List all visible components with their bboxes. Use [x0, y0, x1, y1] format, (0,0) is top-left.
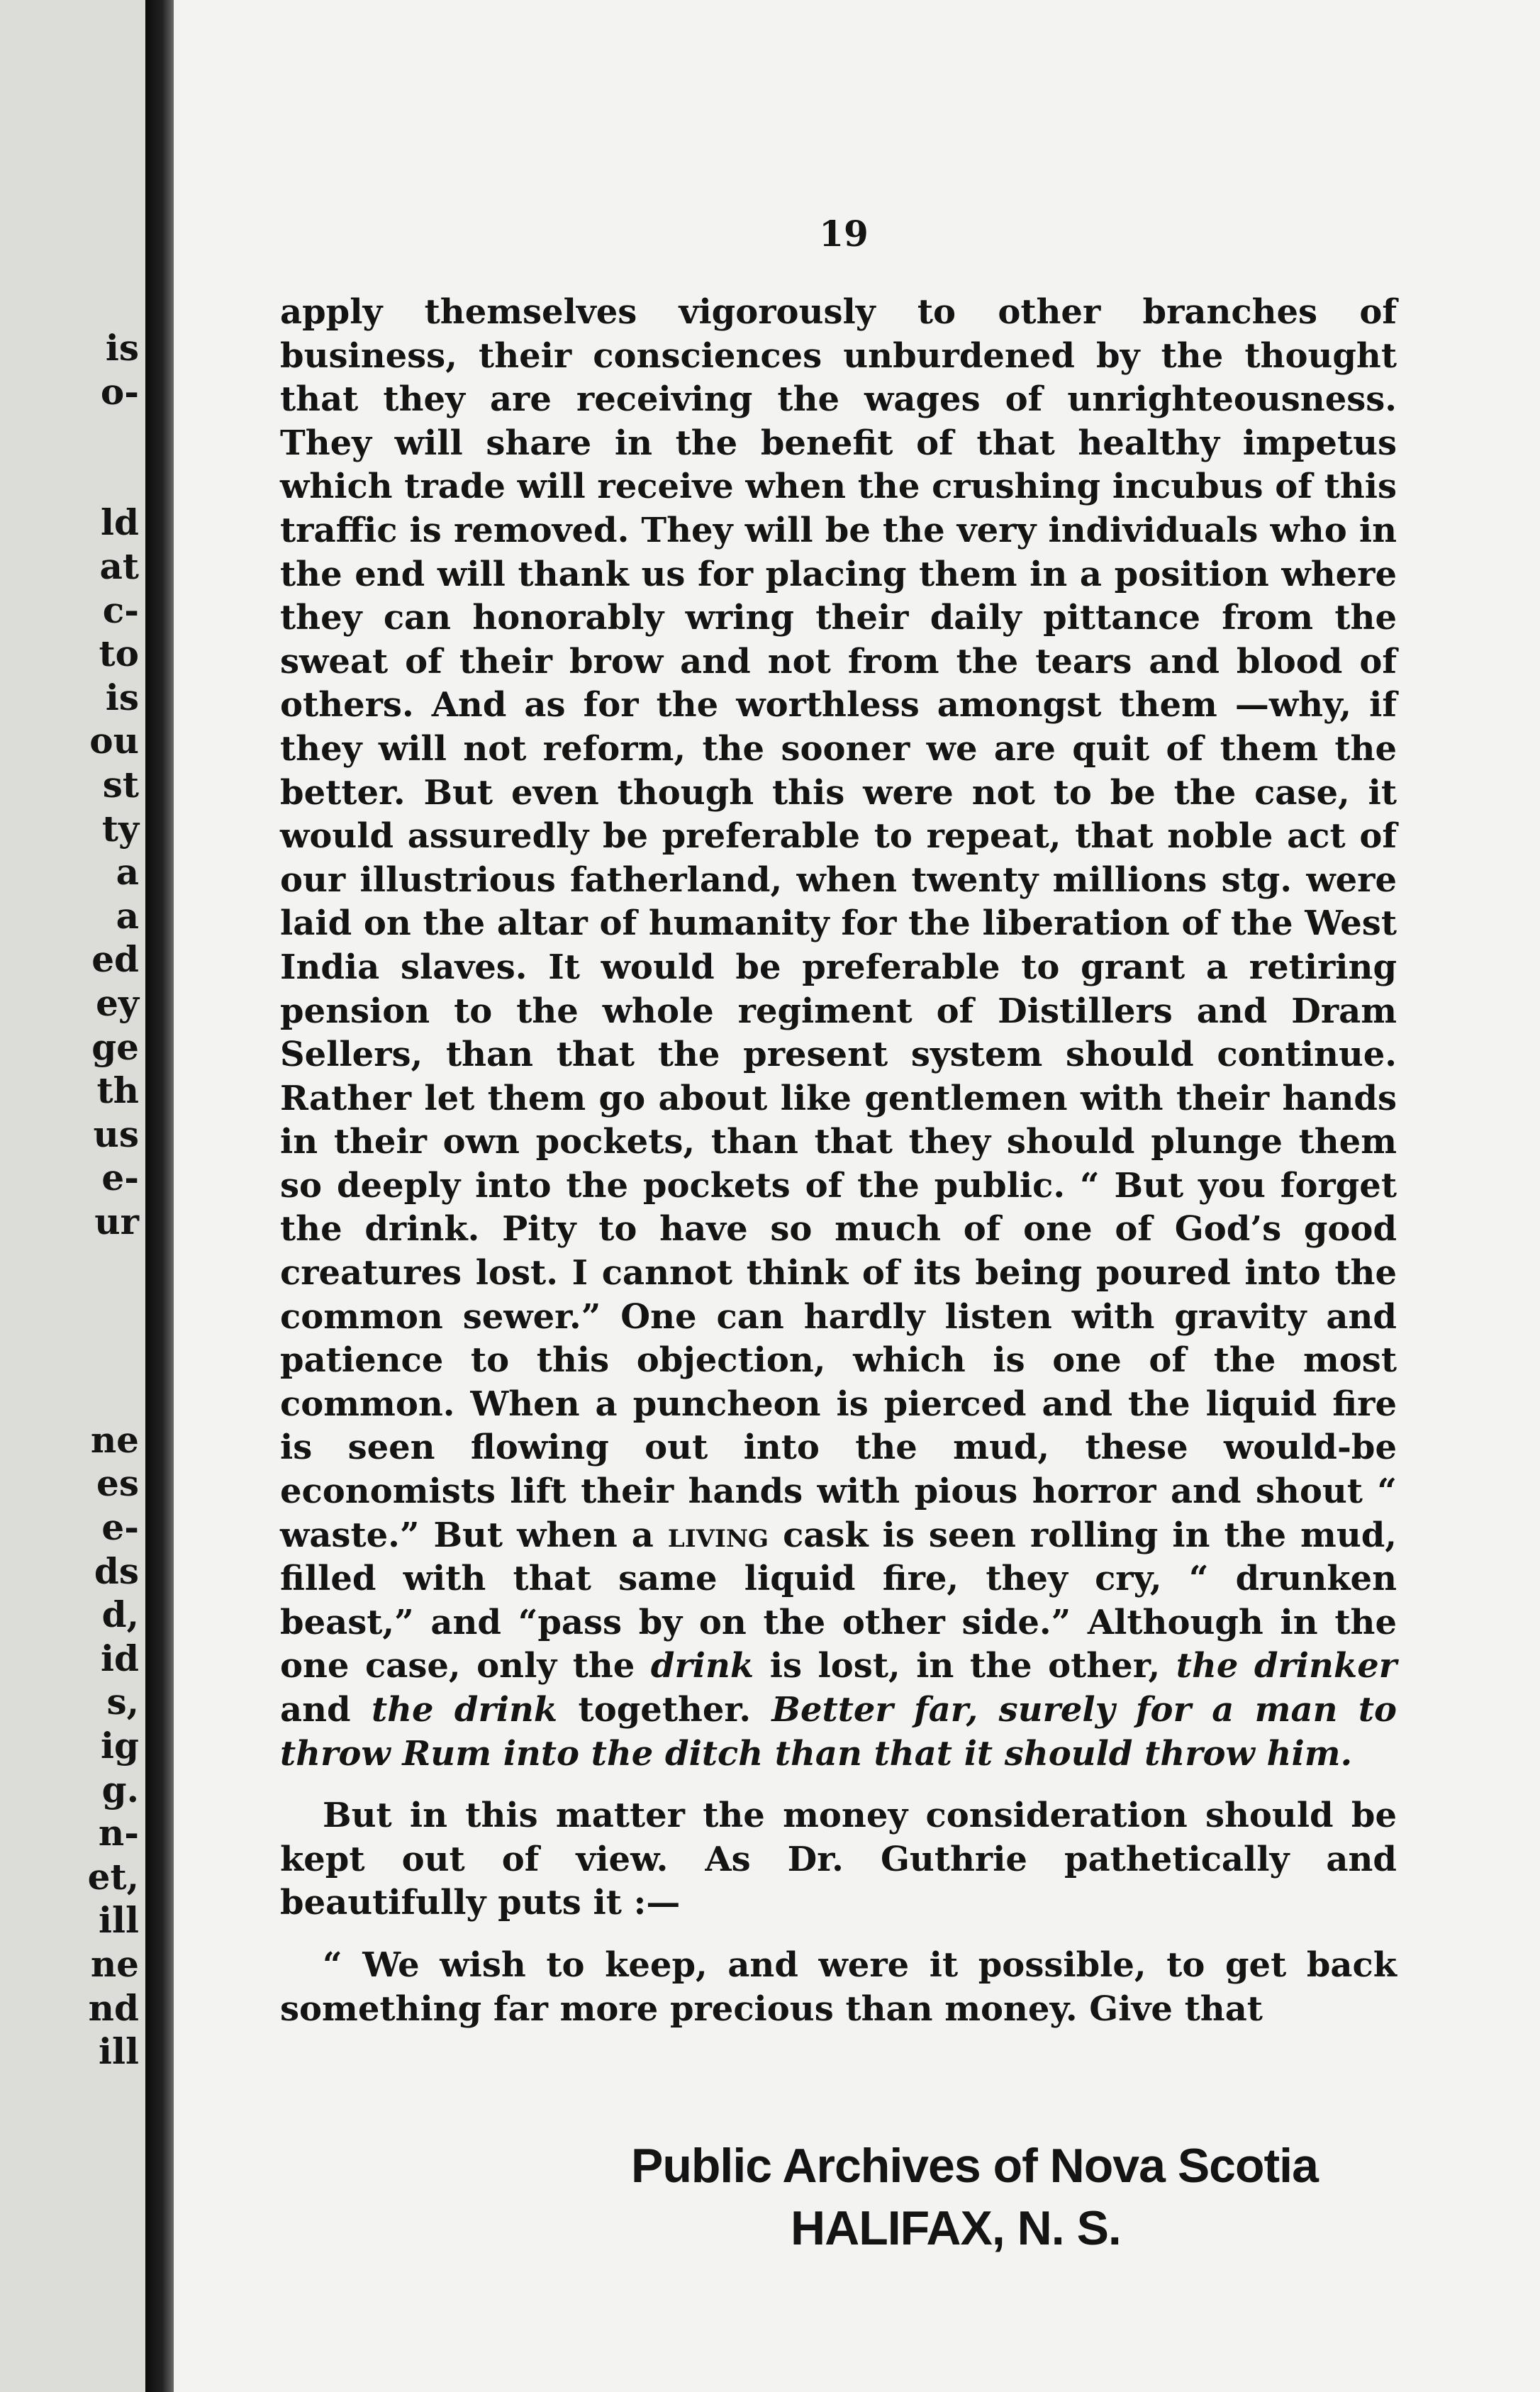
facing-fragment: ds	[94, 1550, 139, 1592]
book-spine-gutter	[145, 0, 174, 2392]
facing-fragment: ne	[90, 1942, 139, 1985]
stamp-line-2: HALIFAX, N. S.	[791, 2201, 1121, 2255]
facing-fragment: c-	[102, 589, 139, 631]
facing-fragment: ig	[101, 1725, 139, 1767]
facing-fragment: n-	[98, 1812, 139, 1854]
body-text	[280, 291, 1397, 2031]
facing-fragment: a	[116, 851, 139, 894]
paragraph-1-together: together.	[578, 1690, 752, 1730]
facing-fragment: to	[99, 633, 139, 675]
facing-fragment: ur	[94, 1200, 139, 1242]
paragraph-1-text-b: cask is seen rolling in the mud, filled with that same liquid fire, they cry, “ drunken beast,” and “pass by on the other side.” Although in the one case, only the	[280, 1515, 1397, 1686]
page-number: 19	[819, 213, 869, 255]
facing-fragment: id	[101, 1637, 139, 1679]
facing-fragment: ty	[101, 807, 139, 850]
italic-drink: drink	[650, 1646, 754, 1686]
facing-fragment: ou	[89, 720, 139, 762]
facing-fragment	[0, 413, 142, 457]
facing-fragment: st	[102, 763, 139, 806]
facing-fragment: ld	[101, 501, 139, 544]
paragraph-3-quote: “ We wish to keep, and were it possible, to get back something far more precious than money. Give that	[280, 1945, 1397, 2029]
facing-fragment: et,	[87, 1855, 139, 1898]
facing-fragment: ey	[96, 981, 139, 1024]
facing-fragment: o-	[100, 370, 139, 413]
facing-fragment: is	[105, 327, 139, 369]
italic-closing-sentence: Better far, surely for a man to throw Rum into the ditch than that it should throw him.	[280, 1690, 1397, 1774]
stamp-line-1: Public Archives of Nova Scotia	[631, 2139, 1318, 2193]
small-caps-word: living	[667, 1515, 769, 1555]
paragraph-1-text: apply themselves vigorously to other branches of business, their consciences unburdened by the thought that they are receiving the wages of unrighteousness. They will share in the benefit of that healthy impetus which trade will receive when the crushing incubus of this traffic is removed. They will be the very individuals who in the end will thank us for placing them in a position where they can honorably wring their daily pittance from the sweat of their brow and not from the tears and blood of others. And as for the worthless amongst them —why, if they will not reform, the sooner we are quit of them the better. But even though this were not to be the case, it would assuredly be preferable to repeat, that noble act of our illustrious fatherland, when twenty millions stg. were laid on the altar of humanity for the liberation of the West India slaves. It would be preferable to grant a retiring pension to the whole regiment of Distillers and Dram Sellers, than that the present system should continue. Rather let them go about like gentlemen with their hands in their own pockets, than that they should plunge them so deeply into the pockets of the public. “ But you forget the drink. Pity to have so much of one of God’s good creatures lost. I cannot think of its being poured into the common sewer.” One can hardly listen with gravity and patience to this objection, which is one of the most common. When a puncheon is pierced and the liquid fire is seen flowing out into the mud, these would-be economists lift their hands with pious horror and shout “ waste.” But when a	[280, 292, 1397, 1555]
facing-fragment: at	[99, 545, 139, 587]
facing-fragment	[0, 1374, 142, 1418]
facing-fragment	[0, 1243, 142, 1287]
facing-fragment: th	[96, 1069, 139, 1112]
paragraph-1-text-c: is lost, in the other,	[769, 1646, 1161, 1686]
facing-fragment: g.	[101, 1768, 139, 1810]
archive-stamp	[631, 2135, 1340, 2259]
facing-fragment: ill	[99, 1899, 139, 1942]
facing-fragment: ed	[91, 938, 139, 981]
facing-fragment: us	[93, 1113, 139, 1155]
facing-fragment: ne	[90, 1418, 139, 1461]
paragraph-1	[280, 291, 1397, 1776]
facing-fragment: ge	[91, 1025, 139, 1068]
facing-fragment: es	[96, 1462, 139, 1505]
facing-fragment: e-	[101, 1157, 139, 1199]
facing-fragment	[0, 457, 142, 501]
facing-fragment: ill	[99, 2030, 139, 2073]
paragraph-1-and: and	[280, 1690, 351, 1730]
facing-page-edge	[0, 0, 145, 2392]
facing-fragment: nd	[88, 1986, 139, 2029]
facing-fragment	[0, 1287, 142, 1331]
facing-fragment: s,	[106, 1681, 139, 1723]
facing-fragment: is	[105, 676, 139, 718]
italic-the-drinker: the drinker	[1176, 1646, 1397, 1686]
facing-fragment	[0, 1331, 142, 1375]
facing-fragment: e-	[101, 1506, 139, 1549]
paragraph-2: But in this matter the money consideration should be kept out of view. As Dr. Guthrie pathetically and beautifully puts it :—	[280, 1796, 1397, 1923]
facing-fragment: d,	[101, 1593, 139, 1636]
facing-fragment: a	[116, 894, 139, 937]
facing-page-text-fragments	[0, 326, 142, 2074]
italic-the-drink: the drink	[371, 1690, 558, 1730]
